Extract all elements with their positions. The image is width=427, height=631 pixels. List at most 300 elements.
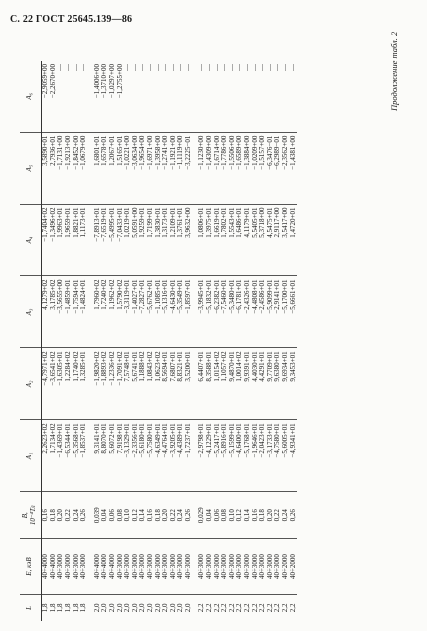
a1-value: −3,1733+01 xyxy=(267,420,275,492)
energy-range: 40÷3000 xyxy=(117,539,125,595)
energy-range: 40÷3000 xyxy=(229,539,237,595)
energy-range: 40÷3000 xyxy=(221,539,229,595)
a1-value: −4,6400+01 xyxy=(236,420,244,492)
a5-value: 1,2067+01 xyxy=(109,132,117,204)
b-value: 0,14 xyxy=(139,492,147,539)
col-header-a5: A₅ xyxy=(20,132,42,204)
a4-value: −7,8913+01 xyxy=(94,204,102,276)
a4-value: 1,5543+01 xyxy=(229,204,237,276)
energy-range: 40÷2000 xyxy=(282,539,290,595)
table-row xyxy=(290,61,298,621)
a2-value: 9,6934+01 xyxy=(282,348,290,420)
l-value: 2,2 xyxy=(220,603,229,613)
energy-range: 40÷3000 xyxy=(139,539,147,595)
a5-value: 1,5165+01 xyxy=(117,132,125,204)
a2-value: 9,9391+01 xyxy=(244,348,252,420)
a6-value: — xyxy=(155,61,163,132)
energy-range: 40÷3000 xyxy=(198,539,206,595)
a5-value: −6,3476−01 xyxy=(267,132,275,204)
col-header-b-label: B, xyxy=(21,512,29,519)
a4-value: 1,0806+01 xyxy=(198,204,206,276)
b-value: 0,24 xyxy=(282,492,290,539)
a5-value: −1,2741+00 xyxy=(162,132,170,204)
a3-value: 1,7960+02 xyxy=(94,276,102,348)
a1-value: −4,9341+01 xyxy=(290,420,298,492)
b-value: 0,22 xyxy=(274,492,282,539)
a5-value: −1,7131+00 xyxy=(57,132,65,204)
energy-range: 40÷4000 xyxy=(50,539,58,595)
a1-value: −5,2417+01 xyxy=(214,420,222,492)
table-body xyxy=(42,61,298,621)
a1-value: −1,9646+01 xyxy=(252,420,260,492)
a6-value: — xyxy=(282,61,290,132)
a2-value: −1,8893+02 xyxy=(101,348,109,420)
a6-value: — xyxy=(267,61,275,132)
a3-value: −5,9099+01 xyxy=(267,276,275,348)
energy-range: 40÷3000 xyxy=(206,539,214,595)
a4-value: 1,3173+01 xyxy=(162,204,170,276)
a6-value: — xyxy=(206,61,214,132)
a5-value: −1,1921+00 xyxy=(170,132,178,204)
table-row xyxy=(80,61,88,621)
b-value: 0,12 xyxy=(132,492,140,539)
energy-range: 40÷3000 xyxy=(177,539,185,595)
b-value: 0,10 xyxy=(124,492,132,539)
a5-value: −1,0209+00 xyxy=(252,132,260,204)
a2-value: 8,8321+01 xyxy=(177,348,185,420)
energy-range: 40÷3000 xyxy=(236,539,244,595)
page-header: С. 22 ГОСТ 25645.139—86 xyxy=(10,14,133,25)
a5-value: 1,6801+01 xyxy=(94,132,102,204)
col-header-energy: E, кэВ xyxy=(20,539,42,595)
b-value: 0,24 xyxy=(73,492,81,539)
a4-value: 4,1179+01 xyxy=(244,204,252,276)
a2-value: 9,3453+01 xyxy=(290,348,298,420)
a5-value: −1,1119+00 xyxy=(177,132,185,204)
a1-value: −3,9205+01 xyxy=(170,420,178,492)
a2-value: 5,6741+01 xyxy=(132,348,140,420)
a5-value: −1,5157+00 xyxy=(259,132,267,204)
energy-range: 40÷3000 xyxy=(170,539,178,595)
a3-value: −5,6661+01 xyxy=(290,276,298,348)
a6-value: — xyxy=(185,61,193,132)
l-value: 2,0 xyxy=(153,603,162,613)
a6-value: — xyxy=(236,61,244,132)
a2-value: −1,7091+02 xyxy=(117,348,125,420)
a3-value: −2,4326+01 xyxy=(244,276,252,348)
a2-value: 8,5694+01 xyxy=(162,348,170,420)
a4-value: 1,4720+01 xyxy=(290,204,298,276)
a4-value: 1,1173+01 xyxy=(80,204,88,276)
l-value: 2,0 xyxy=(176,603,185,613)
energy-range: 40÷2000 xyxy=(290,539,298,595)
energy-range: 40÷3000 xyxy=(162,539,170,595)
a3-value: −4,4808+01 xyxy=(252,276,260,348)
col-header-l: L xyxy=(20,594,42,621)
a3-value: −1,1085+01 xyxy=(155,276,163,348)
a3-value: −1,4824+01 xyxy=(80,276,88,348)
a2-value: 4,4291+01 xyxy=(259,348,267,420)
l-value: 1,8 xyxy=(56,603,65,613)
energy-range: 40÷4000 xyxy=(101,539,109,595)
a1-value: −5,8916+01 xyxy=(221,420,229,492)
a4-value: −1,7404+02 xyxy=(42,204,50,276)
l-value: 2,0 xyxy=(183,603,192,613)
energy-range: 40÷3000 xyxy=(73,539,81,595)
a5-value: −1,3884+00 xyxy=(244,132,252,204)
a1-value: −2,3356+01 xyxy=(132,420,140,492)
a2-value: 3,5200+01 xyxy=(185,348,193,420)
energy-range: 40÷4000 xyxy=(109,539,117,595)
a2-value: 1,0014+02 xyxy=(236,348,244,420)
a6-value: −1,0297+00 xyxy=(109,61,117,132)
b-value: 0,20 xyxy=(162,492,170,539)
a2-value: 6,4407+01 xyxy=(198,348,206,420)
a5-value: −1,4381+00 xyxy=(290,132,298,204)
l-value: 2,2 xyxy=(265,603,274,613)
a4-value: 1,9963+01 xyxy=(57,204,65,276)
a4-value: −7,6519+01 xyxy=(101,204,109,276)
l-value: 2,2 xyxy=(235,603,244,613)
a3-value: −5,1700+01 xyxy=(282,276,290,348)
l-value: 2,0 xyxy=(92,603,101,613)
a3-value: −3,3119+01 xyxy=(124,276,132,348)
a2-value: 1,1888+02 xyxy=(139,348,147,420)
col-header-b xyxy=(20,492,42,539)
a4-value: −5,4995+01 xyxy=(109,204,117,276)
a1-value: 8,8070+01 xyxy=(101,420,109,492)
a3-value: −7,5460+01 xyxy=(221,276,229,348)
a2-value: −4,7971+02 xyxy=(42,348,50,420)
a4-value: 1,7802+01 xyxy=(221,204,229,276)
b-value: 0,26 xyxy=(185,492,193,539)
a1-value: −2,0423+01 xyxy=(259,420,267,492)
a3-value: −5,3480+01 xyxy=(229,276,237,348)
a5-value: 3,5890+01 xyxy=(42,132,50,204)
a4-value: 3,5417+00 xyxy=(282,204,290,276)
a2-value: −1,6305+01 xyxy=(57,348,65,420)
l-value: 2,0 xyxy=(100,603,109,613)
a2-value: −1,2336+02 xyxy=(109,348,117,420)
a3-value: −1,4859+01 xyxy=(65,276,73,348)
a4-value: 1,9659+01 xyxy=(65,204,73,276)
a6-value: — xyxy=(170,61,178,132)
l-value: 2,2 xyxy=(250,603,259,613)
b-value: 0,08 xyxy=(117,492,125,539)
col-header-a3: A₃ xyxy=(20,276,42,348)
l-value: 2,2 xyxy=(281,603,289,613)
energy-range: 40÷3000 xyxy=(155,539,163,595)
l-value: 1,8 xyxy=(41,603,50,613)
b-value: 0,18 xyxy=(155,492,163,539)
a3-value: −6,1781+01 xyxy=(236,276,244,348)
energy-range: 40÷3000 xyxy=(252,539,260,595)
energy-range: 40÷3000 xyxy=(214,539,222,595)
a3-value: 1,1962+02 xyxy=(109,276,117,348)
a6-value: −2,2670+00 xyxy=(50,61,58,132)
energy-range: 40÷3000 xyxy=(185,539,193,595)
a4-value: 5,3718+00 xyxy=(259,204,267,276)
a6-value: — xyxy=(252,61,260,132)
a4-value: 1,9259+01 xyxy=(139,204,147,276)
a4-value: 4,5475+01 xyxy=(267,204,275,276)
col-header-a4: A₄ xyxy=(20,204,42,276)
b-value: 0,22 xyxy=(65,492,73,539)
a1-value: −2,9798+01 xyxy=(198,420,206,492)
a5-value: −1,6971+00 xyxy=(147,132,155,204)
energy-range: 40÷4000 xyxy=(42,539,50,595)
a5-value: −1,0221+00 xyxy=(124,132,132,204)
a1-value: −4,6349+01 xyxy=(155,420,163,492)
a3-value: −2,4586+01 xyxy=(259,276,267,348)
a2-value: 7,6807+01 xyxy=(170,348,178,420)
b-value: 0,20 xyxy=(57,492,65,539)
a3-value: −3,9945+01 xyxy=(198,276,206,348)
a1-value: −5,7580+01 xyxy=(147,420,155,492)
a1-value: −1,7237+01 xyxy=(185,420,193,492)
b-value: 0,18 xyxy=(259,492,267,539)
a1-value: −5,6005+01 xyxy=(282,420,290,492)
a4-value: 1,6486+01 xyxy=(236,204,244,276)
a6-value: — xyxy=(214,61,222,132)
l-value: 1,8 xyxy=(71,603,80,613)
a3-value: 3,1785+02 xyxy=(50,276,58,348)
a6-value: — xyxy=(132,61,140,132)
a2-value: 7,5748+01 xyxy=(124,348,132,420)
energy-range: 40÷3000 xyxy=(267,539,275,595)
a2-value: 4,4030+01 xyxy=(252,348,260,420)
l-value: 2,2 xyxy=(212,603,221,613)
a5-value: 2,7936+01 xyxy=(50,132,58,204)
a6-value: — xyxy=(229,61,237,132)
a6-value: — xyxy=(177,61,185,132)
a5-value: −1,7786+00 xyxy=(221,132,229,204)
a3-value: −4,6430+01 xyxy=(170,276,178,348)
a2-value: 9,7709+01 xyxy=(267,348,275,420)
b-value: 0,06 xyxy=(214,492,222,539)
energy-range: 40÷3000 xyxy=(244,539,252,595)
a1-value: 7,9198+01 xyxy=(117,420,125,492)
a5-value: −1,8452+00 xyxy=(73,132,81,204)
a1-value: −5,3568+01 xyxy=(73,420,81,492)
b-value: 0,04 xyxy=(101,492,109,539)
col-header-a1: A₁ xyxy=(20,420,42,492)
a6-value: −2,9059+00 xyxy=(42,61,50,132)
a3-value: −5,1832+01 xyxy=(206,276,214,348)
a2-value: −1,9820+02 xyxy=(94,348,102,420)
a3-value: −5,1316+01 xyxy=(162,276,170,348)
a3-value: −1,7594+01 xyxy=(73,276,81,348)
a2-value: 1,2284+02 xyxy=(65,348,73,420)
a5-value: −2,3562+00 xyxy=(282,132,290,204)
a1-value: −4,7580+01 xyxy=(274,420,282,492)
a6-value: — xyxy=(73,61,81,132)
a2-value: 8,3588+01 xyxy=(206,348,214,420)
energy-range: 40÷3000 xyxy=(147,539,155,595)
energy-range: 40÷3000 xyxy=(274,539,282,595)
a3-value: −5,6762+01 xyxy=(147,276,155,348)
a5-value: −1,0679+00 xyxy=(80,132,88,204)
a3-value: −1,8597+01 xyxy=(185,276,193,348)
a4-value: 1,7199+01 xyxy=(147,204,155,276)
table-continuation-caption: Продолжение табл. 2 xyxy=(389,31,399,111)
a2-value: 9,4870+01 xyxy=(229,348,237,420)
a3-value: −5,3549+01 xyxy=(177,276,185,348)
l-value: 2,2 xyxy=(205,603,214,613)
a6-value: — xyxy=(147,61,155,132)
l-value: 2,2 xyxy=(258,603,267,613)
b-value: 0,18 xyxy=(50,492,58,539)
l-value: 2,2 xyxy=(273,603,282,613)
b-value: 0,039 xyxy=(94,492,102,539)
l-value: 2,0 xyxy=(123,603,132,613)
l-value: 2,2 xyxy=(288,603,297,613)
a1-value: −4,4389+01 xyxy=(177,420,185,492)
a1-value: 2,2623+02 xyxy=(42,420,50,492)
a1-value: −4,1229+01 xyxy=(206,420,214,492)
a1-value: −1,4369+01 xyxy=(57,420,65,492)
a5-value: −1,5506+00 xyxy=(229,132,237,204)
col-header-a6: A₆ xyxy=(20,61,42,132)
b-value: 0,26 xyxy=(290,492,298,539)
b-value: 0,16 xyxy=(252,492,260,539)
a3-value: −7,2827+01 xyxy=(139,276,147,348)
a1-value: 9,3141+01 xyxy=(94,420,102,492)
a6-value: — xyxy=(221,61,229,132)
l-value: 2,0 xyxy=(107,603,116,613)
energy-range: 40÷3000 xyxy=(65,539,73,595)
a2-value: 1,1740+02 xyxy=(73,348,81,420)
col-header-b-unit: 10⁻⁴Тл xyxy=(28,505,37,526)
l-value: 2,0 xyxy=(145,603,154,613)
a5-value: 1,6578+01 xyxy=(101,132,109,204)
a6-value: — xyxy=(198,61,206,132)
a4-value: 1,3761+01 xyxy=(177,204,185,276)
l-value: 2,0 xyxy=(168,603,177,613)
energy-range: 40÷3000 xyxy=(259,539,267,595)
a4-value: 1,8821+01 xyxy=(73,204,81,276)
a5-value: −1,6714+00 xyxy=(214,132,222,204)
l-value: 2,0 xyxy=(115,603,124,613)
l-value: 2,0 xyxy=(130,603,139,613)
a1-value: −5,1599+01 xyxy=(229,420,237,492)
a4-value: 3,9632+00 xyxy=(185,204,193,276)
a1-value: 5,6072+01 xyxy=(109,420,117,492)
energy-range: 40÷3000 xyxy=(80,539,88,595)
a4-value: −7,0433+01 xyxy=(117,204,125,276)
a2-value: 1,0843+02 xyxy=(147,348,155,420)
a5-value: −1,1230+00 xyxy=(198,132,206,204)
b-value: 0,12 xyxy=(236,492,244,539)
a4-value: 5,0591+00 xyxy=(132,204,140,276)
energy-range: 40÷4000 xyxy=(94,539,102,595)
a6-value: −1,2755+00 xyxy=(117,61,125,132)
a1-value: −4,4764+01 xyxy=(162,420,170,492)
l-value: 2,2 xyxy=(197,603,206,613)
l-value: 2,0 xyxy=(138,603,147,613)
a6-value: — xyxy=(162,61,170,132)
a6-value: −1,4006+00 xyxy=(94,61,102,132)
b-value: 0,24 xyxy=(177,492,185,539)
a5-value: −1,6589+00 xyxy=(236,132,244,204)
col-header-a2: A₂ xyxy=(20,348,42,420)
l-value: 1,8 xyxy=(48,603,57,613)
a2-value: 1,0154+02 xyxy=(214,348,222,420)
b-value: 0,20 xyxy=(267,492,275,539)
a2-value: −3,6541+02 xyxy=(50,348,58,420)
a5-value: −3,2225−01 xyxy=(185,132,193,204)
a5-value: −1,3958+00 xyxy=(155,132,163,204)
a3-value: −3,5655+00 xyxy=(57,276,65,348)
l-value: 2,2 xyxy=(243,603,252,613)
a6-value: — xyxy=(274,61,282,132)
b-value: 0,029 xyxy=(198,492,206,539)
a5-value: −1,9213+00 xyxy=(65,132,73,204)
a6-value: — xyxy=(259,61,267,132)
a3-value: 4,1279+02 xyxy=(42,276,50,348)
a6-value: — xyxy=(244,61,252,132)
a1-value: −5,6180+01 xyxy=(139,420,147,492)
b-value: 0,10 xyxy=(229,492,237,539)
a4-value: 2,9117+00 xyxy=(274,204,282,276)
b-value: 0,26 xyxy=(80,492,88,539)
a4-value: 1,6619+01 xyxy=(214,204,222,276)
l-value: 2,2 xyxy=(227,603,236,613)
a4-value: 1,3975+01 xyxy=(206,204,214,276)
b-value: 0,16 xyxy=(147,492,155,539)
b-value: 0,16 xyxy=(42,492,50,539)
l-value: 1,8 xyxy=(63,603,72,613)
a3-value: −1,4027+01 xyxy=(132,276,140,348)
b-value: 0,04 xyxy=(206,492,214,539)
table-row xyxy=(185,61,193,621)
a6-value: — xyxy=(65,61,73,132)
a1-value: −5,1768+01 xyxy=(244,420,252,492)
a6-value: — xyxy=(80,61,88,132)
a6-value: — xyxy=(290,61,298,132)
a3-value: −2,9141+01 xyxy=(274,276,282,348)
energy-range: 40÷3000 xyxy=(57,539,65,595)
a5-value: −1,4309+00 xyxy=(206,132,214,204)
b-value: 0,22 xyxy=(170,492,178,539)
a3-value: 1,7240+02 xyxy=(101,276,109,348)
a1-value: −3,1329+01 xyxy=(124,420,132,492)
a1-value: −1,8537+01 xyxy=(80,420,88,492)
a4-value: 1,2109+01 xyxy=(170,204,178,276)
a1-value: 1,7134+02 xyxy=(50,420,58,492)
energy-range: 40÷3000 xyxy=(124,539,132,595)
b-value: 0,08 xyxy=(221,492,229,539)
a5-value: −1,9654+00 xyxy=(139,132,147,204)
b-value: 0,14 xyxy=(244,492,252,539)
coefficient-table xyxy=(20,61,297,621)
l-value: 1,8 xyxy=(79,603,88,613)
energy-range: 40÷3000 xyxy=(132,539,140,595)
a5-value: −6,2989−01 xyxy=(274,132,282,204)
a2-value: 1,1057+02 xyxy=(221,348,229,420)
a2-value: 1,0623+02 xyxy=(155,348,163,420)
a2-value: 9,6380+01 xyxy=(274,348,282,420)
a1-value: −6,5344+01 xyxy=(65,420,73,492)
a5-value: −3,0634+00 xyxy=(132,132,140,204)
table-header-row xyxy=(20,61,42,621)
a3-value: −6,2382+01 xyxy=(214,276,222,348)
a4-value: −1,3496+02 xyxy=(50,204,58,276)
a6-value: — xyxy=(124,61,132,132)
a4-value: 1,3830+01 xyxy=(155,204,163,276)
a4-value: 5,5405+01 xyxy=(252,204,260,276)
a3-value: 1,5790+02 xyxy=(117,276,125,348)
